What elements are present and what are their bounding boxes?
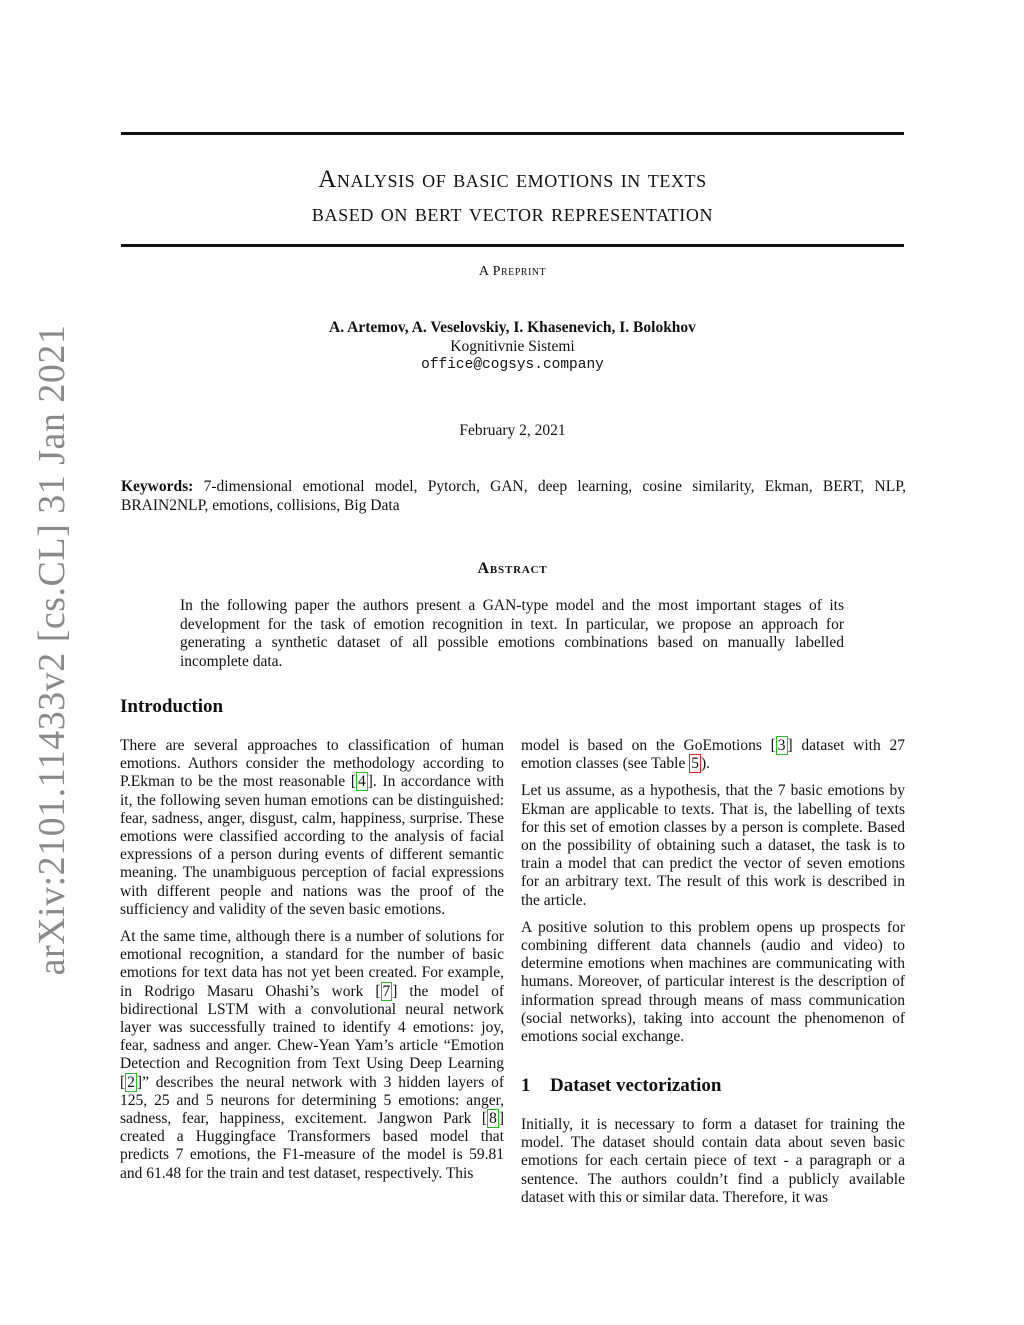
abstract-heading: Abstract [477, 560, 548, 577]
title-bottom-rule [121, 244, 904, 247]
author-email: office@cogsys.company [421, 357, 604, 373]
introduction-heading: Introduction [120, 696, 224, 717]
citation-link-7[interactable]: 7 [382, 982, 391, 1000]
intro-paragraph-1: There are several approaches to classification of human emotions. Authors consider the methodology according to P.Ekman to be the most reasonable [ 4 ]. In accordance with it, the following seven human emotions can be distinguished: fear, sadness, anger, disgust, calm, happiness, surprise. These emotions were classified according to the analysis of facial expressions of a person during events of different semantic meaning. The unambiguous perception of facial expressions with different people and nations was the proof of the sufficiency and validity of the seven basic emotions. [120, 737, 504, 918]
title-line-2: based on bert vector representation [311, 200, 714, 227]
intro-paragraph-3: model is based on the GoEmotions [ 3 ] dataset with 27 emotion classes (see Table 5 ). [521, 737, 905, 773]
citation-link-8[interactable]: 8 [489, 1110, 497, 1128]
intro-paragraph-4: Let us assume, as a hypothesis, that the 7 basic emotions by Ekman are applicable to texts. That is, the labelling of texts for this set of emotion classes by a person is complete. Based on the possibility of obtaining such a dataset, the task is to train a model that can predict the vector of seven emotions for an arbitrary text. The result of this work is described in the article. [521, 782, 905, 909]
top-rule [121, 132, 904, 135]
intro-paragraph-5: A positive solution to this problem opens up prospects for combining different data channels (audio and video) to determine emotions when machines are communicating with humans. Moreover, of particular interest is the description of information spread through means of mass communication (social networks), taking into account the phenomenon of emotions social exchange. [521, 918, 905, 1046]
authors: A. Artemov, A. Veselovskiy, I. Khasenevich, I. Bolokhov [329, 319, 696, 336]
left-column [120, 737, 504, 1192]
section-1-number: 1 [521, 1075, 531, 1096]
right-column [521, 737, 905, 1055]
abstract-text: In the following paper the authors present a GAN-type model and the most important stages of its development for the task of emotion recognition in text. In particular, we propose an approach for generating a synthetic dataset of all possible emotions combinations based on manually labelled incomplete data. [180, 597, 844, 670]
section-1-body [521, 1116, 905, 1216]
title-line-1: Analysis of basic emotions in texts [318, 166, 707, 193]
citation-link-2[interactable]: 2 [127, 1073, 135, 1091]
section-1-heading [521, 1075, 721, 1097]
paper-title [121, 163, 904, 231]
table-link-5[interactable]: 5 [691, 755, 699, 773]
keywords-label: Keywords: [121, 478, 194, 495]
paper-date: February 2, 2021 [459, 422, 566, 439]
citation-link-4[interactable]: 4 [357, 773, 366, 791]
citation-link-3[interactable]: 3 [777, 737, 786, 754]
section-1-title: Dataset vectorization [550, 1075, 722, 1096]
keywords-text: 7-dimensional emotional model, Pytorch, GAN, deep learning, cosine similarity, Ekman, BERT, NLP, BRAIN2NLP, emotions, collisions, Big Data [121, 478, 906, 514]
section-1-paragraph-1: Initially, it is necessary to form a dataset for training the model. The dataset should contain data about seven basic emotions for each certain piece of text - a paragraph or a sentence. The authors couldn’t find a publicly available dataset with this or similar data. Therefore, it was [521, 1116, 905, 1206]
arxiv-identifier: arXiv:2101.11433v2 [cs.CL] 31 Jan 2021 [31, 324, 73, 976]
preprint-label: A Preprint [478, 264, 547, 279]
affiliation: Kognitivnie Sistemi [450, 338, 575, 355]
keywords [121, 477, 906, 515]
intro-paragraph-2: At the same time, although there is a number of solutions for emotional recognition, a standard for the number of basic emotions for text data has not yet been created. For example, in Rodrigo Masaru Ohashi’s work [ 7 ] the model of bidirectional LSTM with a convolutional neural network layer was successfully trained to identify 4 emotions: joy, fear, sadness and anger. Chew-Yean Yam’s article “Emotion Detection and Recognition from Text Using Deep Learning [ 2 ]” describes the neural network with 3 hidden layers of 125, 25 and 5 neurons for determining 5 emotions: anger, sadness, fear, happiness, excitement. Jangwon Park [ 8 ] created a Huggingface Transformers based model that predicts 7 emotions, the F1-measure of the model is 59.81 and 61.48 for the train and test dataset, respectively. This [120, 928, 504, 1182]
